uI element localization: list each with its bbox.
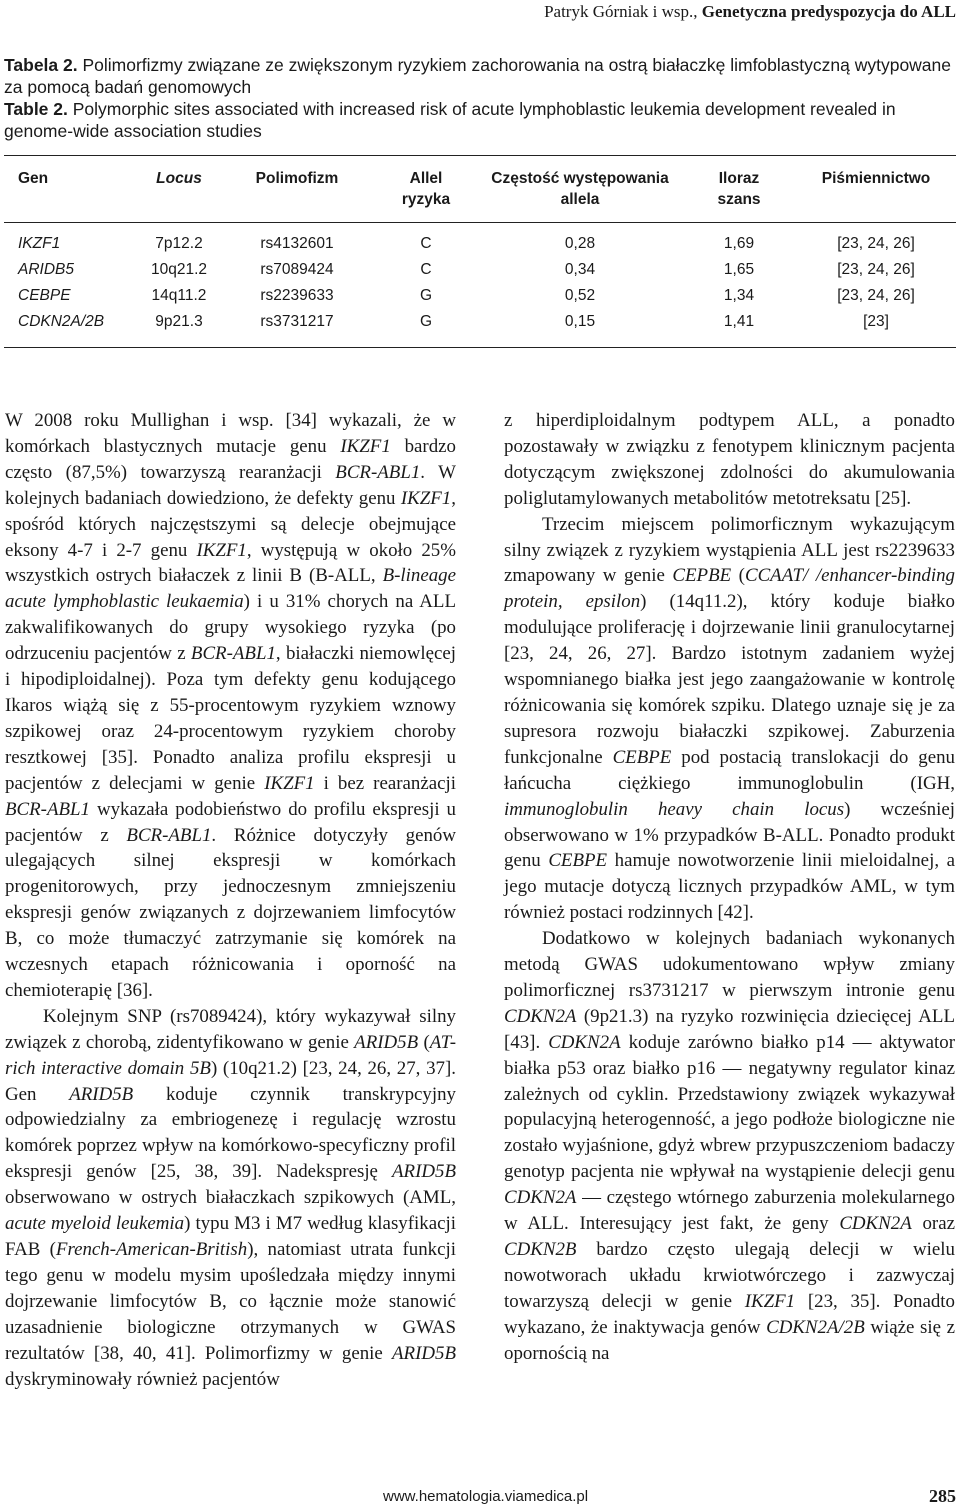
cell-locus: 14q11.2 — [151, 287, 207, 304]
header-allele-frequency — [478, 156, 682, 223]
cell-gen: IKZF1 — [18, 235, 61, 252]
text-run: hamuje nowotworzenie linii mieloidalnej, a jego mutacje dotyczą licznych przypadków AML, w tym również postaci rodzinnych [42]. — [504, 850, 956, 924]
cell-snp: rs4132601 — [260, 235, 334, 252]
text-run: ( — [731, 565, 745, 587]
text-run: ( — [418, 1031, 430, 1053]
text-run: wiąże się z opornością na — [504, 1316, 955, 1364]
gene-name: IKZF1 — [196, 539, 247, 561]
table-row — [4, 309, 956, 347]
gene-name: CDKN2A — [504, 1187, 577, 1209]
text-run: ) (10q21.2) [23, 24, 26, 27, 37]. Gen — [5, 1057, 456, 1105]
cell-references: [23] — [863, 313, 889, 330]
gene-name: CDKN2A — [548, 1031, 621, 1053]
gene-name: CDKN2A — [839, 1213, 912, 1235]
cell-frequency: 0,52 — [564, 287, 596, 304]
text-run: ) i u 31% chorych na ALL zakwalifikowanych do grupy wysokiego ryzyka (po odrzuceniu pacjentów z — [5, 591, 457, 665]
gene-name: CEPBE — [672, 565, 732, 587]
running-head-authors: Patryk Górniak i wsp., — [544, 2, 698, 21]
gene-name: IKZF1 — [340, 435, 391, 457]
text-run: oraz — [911, 1213, 955, 1235]
text-run: Kolejnym SNP (rs7089424), który wykazywał silny związek z chorobą, zidentyfikowano w genie — [5, 1005, 456, 1053]
text-run: ) (14q11.2), który koduje białko modulujące proliferację i dojrzewanie linii granulocytarnej [23, 24, 26, 27]. Bardzo istotnym zadaniem wyżej wspomnianego białka jest jego zaangażowanie w kontrolę różnicowania się komórek szpiku. Dlatego uznaje się je za supresora rozwoju białaczki szpikowej. Zaburzenia funkcjonalne — [504, 591, 955, 768]
cell-locus: 9p21.3 — [155, 313, 203, 330]
gene-name: BCR-ABL1 — [126, 824, 212, 846]
header-allele-frequency-l1: Częstość występowania — [491, 170, 669, 187]
data-table — [4, 156, 956, 347]
running-head-title: Genetyczna predyspozycja do ALL — [701, 2, 956, 21]
gene-name: BCR-ABL1 — [5, 798, 90, 820]
term-italic: acute myeloid leukemia — [5, 1213, 185, 1235]
cell-allele: C — [420, 261, 432, 278]
cell-locus: 7p12.2 — [155, 235, 203, 252]
gene-name: CDKN2A/2B — [766, 1316, 865, 1338]
table-2 — [4, 54, 956, 348]
caption-pl — [4, 54, 956, 98]
gene-name: IKZF1 — [264, 772, 315, 794]
text-run: dyskryminowały również pacjentów — [5, 1368, 280, 1390]
text-run: , białaczki niemowlęcej i hipodiploidalnej). Poza tym defekty genu kodującego Ikaros wiążą się z 55-procentowym ryzykiem wznowy szpikowej oraz 24-procentowym ryzykiem choroby resztkowej [35]. Ponadto analiza profilu ekspresji u pacjentów z delecjami w genie — [5, 643, 456, 794]
text-run: koduje zarówno białko p14 — aktywator białka p53 oraz białko p16 — negatywny regulator kinaz zależnych od cyklin. Przedstawiony związek wykazywał populacyjną heterogenność, a jego podłoże biologiczne nie zostało wyjaśnione, gdyż wbrew przypuszczeniom badaczy genotyp pacjenta nie wpływał na wystąpienie delecji genu — [504, 1031, 955, 1183]
cell-odds-ratio: 1,34 — [723, 287, 755, 304]
gene-name: CEBPE — [612, 746, 672, 768]
journal-url[interactable]: www.hematologia.viamedica.pl — [383, 1488, 589, 1505]
body-column-right — [504, 408, 955, 1367]
cell-frequency: 0,28 — [564, 235, 596, 252]
header-references: Piśmiennictwo — [821, 170, 931, 187]
paragraph-cdkn2a — [504, 926, 955, 1366]
text-run: i bez rearanżacji — [314, 772, 456, 794]
table-bottom-rule — [4, 347, 956, 348]
text-run: bardzo często ulegają delecji w wielu nowotworach układu krwiotwórczego i zazwyczaj towarzyszą delecji w genie — [504, 1239, 955, 1312]
cell-allele: C — [420, 235, 432, 252]
gene-name: IKZF1 — [400, 487, 452, 509]
table-caption — [4, 54, 956, 142]
cell-frequency: 0,34 — [564, 261, 596, 278]
gene-name: ARID5B — [392, 1342, 456, 1364]
header-risk-allele-l2: ryzyka — [401, 191, 451, 208]
text-run: W 2008 roku Mullighan i wsp. [34] wykazali, że w komórkach blastycznych mutacje genu — [5, 410, 456, 457]
cell-references: [23, 24, 26] — [837, 261, 915, 278]
text-run: [23, 35]. Ponadto wykazano, że inaktywacja genów — [504, 1290, 956, 1338]
text-run: . Różnice dotyczyły genów ulegających silnej ekspresji w komórkach progenitorowych, przy jednoczesnym zmniejszeniu ekspresji genów związanych z dojrzewaniem limfocytów B, co może tłumaczyć zatrzymanie się komórek na wczesnych etapach różnicowania i oporność na chemioterapię [36]. — [5, 824, 456, 1001]
header-odds-ratio-l1: Iloraz — [718, 170, 760, 187]
gene-name: CDKN2A — [504, 1005, 577, 1027]
paragraph-arid5b — [5, 1004, 456, 1393]
term-italic: B-lineage acute lymphoblastic leukaemia — [5, 565, 456, 613]
paragraph-continuation — [504, 408, 955, 512]
header-gen: Gen — [18, 170, 49, 187]
caption-en-label: Table 2. — [4, 99, 68, 119]
header-odds-ratio — [682, 156, 796, 223]
header-odds-ratio-l2: szans — [717, 191, 761, 208]
text-run: — częstego wtórnego zaburzenia molekularnego w ALL. Interesujący jest fakt, że geny — [504, 1187, 955, 1235]
cell-odds-ratio: 1,69 — [723, 235, 755, 252]
text-run: wykazała podobieństwo do profilu ekspresji u pacjentów z — [5, 798, 456, 846]
header-risk-allele-l1: Allel — [409, 170, 443, 187]
body-column-left — [5, 408, 456, 1392]
caption-en-text: Polymorphic sites associated with increased risk of acute lymphoblastic leukemia development revealed in genome-wide association studies — [4, 99, 896, 141]
table-row — [4, 223, 956, 258]
text-run: ), natomiast utrata funkcji tego genu w modelu mysim upośledzała między innymi dojrzewanie limfocytów B, co łącznie może stanowić uzasadnienie biologiczne otrzymanych w GWAS rezultatów [38, 40, 41]. Polimorfizmy w genie — [5, 1239, 456, 1364]
page-number: 285 — [929, 1486, 956, 1506]
table-row — [4, 283, 956, 309]
paragraph-ikzf1 — [5, 408, 456, 1004]
term-italic: immunoglobulin heavy chain locus — [504, 798, 845, 820]
caption-pl-label: Tabela 2. — [4, 55, 78, 75]
text-run: (9p21.3) na ryzyko rozwinięcia dziecięcej ALL [43]. — [504, 1005, 955, 1053]
cell-odds-ratio: 1,65 — [723, 261, 755, 278]
term-italic: AT-rich interactive domain 5B — [5, 1031, 456, 1079]
cell-references: [23, 24, 26] — [837, 287, 915, 304]
paragraph-cebpe — [504, 512, 955, 927]
cell-snp: rs7089424 — [260, 261, 334, 278]
cell-odds-ratio: 1,41 — [723, 313, 755, 330]
text-run: ) typu M3 i M7 według klasyfikacji FAB ( — [5, 1213, 456, 1260]
header-polymorphism: Polimofizm — [255, 170, 339, 187]
cell-gen: CEBPE — [18, 287, 71, 304]
header-risk-allele — [374, 156, 478, 223]
cell-snp: rs2239633 — [260, 287, 334, 304]
text-run: Dodatkowo w kolejnych badaniach wykonanych metodą GWAS udokumentowano wpływ zmiany polimorficznej rs3731217 w pierwszym intronie genu — [504, 928, 955, 1001]
page-footer — [0, 1486, 960, 1508]
caption-en — [4, 98, 956, 142]
gene-name: BCR-ABL1 — [335, 461, 421, 483]
cell-locus: 10q21.2 — [150, 261, 208, 278]
gene-name: ARID5B — [354, 1031, 419, 1053]
text-run: koduje czynnik transkrypcyjny odpowiedzialny za embriogenezę i regulację wzrostu komórek poprzez wpływ na komórkowo-specyficzny profil ekspresji genów [25, 38, 39]. Nadekspresję — [5, 1083, 456, 1183]
caption-pl-text: Polimorfizmy związane ze zwiększonym ryzykiem zachorowania na ostrą białaczkę limfoblastyczną wytypowane za pomocą badań genomowych — [4, 55, 952, 97]
gene-name: CEBPE — [548, 850, 608, 872]
cell-frequency: 0,15 — [564, 313, 596, 330]
cell-allele: G — [419, 287, 433, 304]
text-run: ) wcześniej obserwowano w 1% przypadków B-ALL. Ponadto produkt genu — [504, 798, 955, 872]
gene-name: IKZF1 — [744, 1290, 796, 1312]
text-run: obserwowano w ostrych białaczkach szpikowych (AML, — [5, 1187, 456, 1209]
cell-references: [23, 24, 26] — [837, 235, 915, 252]
cell-gen: ARIDB5 — [18, 261, 74, 278]
gene-name: ARID5B — [69, 1083, 134, 1105]
text-run: pod postacią translokacji do genu łańcucha ciężkiego immunoglobulin (IGH, — [504, 746, 955, 794]
table-header-row — [4, 156, 956, 223]
text-run: bardzo często (87,5%) towarzyszą rearanżacji — [5, 435, 456, 483]
gene-name: BCR-ABL1 — [190, 643, 276, 665]
gene-name: ARID5B — [392, 1161, 456, 1183]
table-row — [4, 257, 956, 283]
header-allele-frequency-l2: allela — [560, 191, 600, 208]
text-run: Trzecim miejscem polimorficznym wykazującym silny związek z ryzykiem wystąpienia ALL jest rs2239633 zmapowany w genie — [504, 513, 955, 587]
term-italic: CCAAT/ /enhancer-binding protein, epsilon — [504, 565, 955, 613]
cell-gen: CDKN2A/2B — [18, 313, 105, 330]
running-head — [544, 2, 956, 22]
gene-name: CDKN2B — [504, 1239, 577, 1260]
text-run: z hiperdiploidalnym podtypem ALL, a ponadto pozostawały w związku z fenotypem klinicznym pacjenta dotyczącym zwiększonej zdolności do akumulowania poliglutamylowanych metabolitów metotreksatu [25]. — [504, 410, 955, 509]
cell-snp: rs3731217 — [260, 313, 334, 330]
term-italic: French-American-British — [55, 1239, 248, 1260]
text-run: , występują w około 25% wszystkich ostrych białaczek z linii B (B-ALL, — [5, 539, 456, 587]
text-run: . W kolejnych badaniach dowiedziono, że defekty genu — [5, 461, 456, 509]
text-run: , spośród których najczęstszymi są delecje obejmujące eksony 4-7 i 2-7 genu — [5, 487, 456, 561]
cell-allele: G — [419, 313, 433, 330]
header-locus: Locus — [156, 170, 202, 187]
